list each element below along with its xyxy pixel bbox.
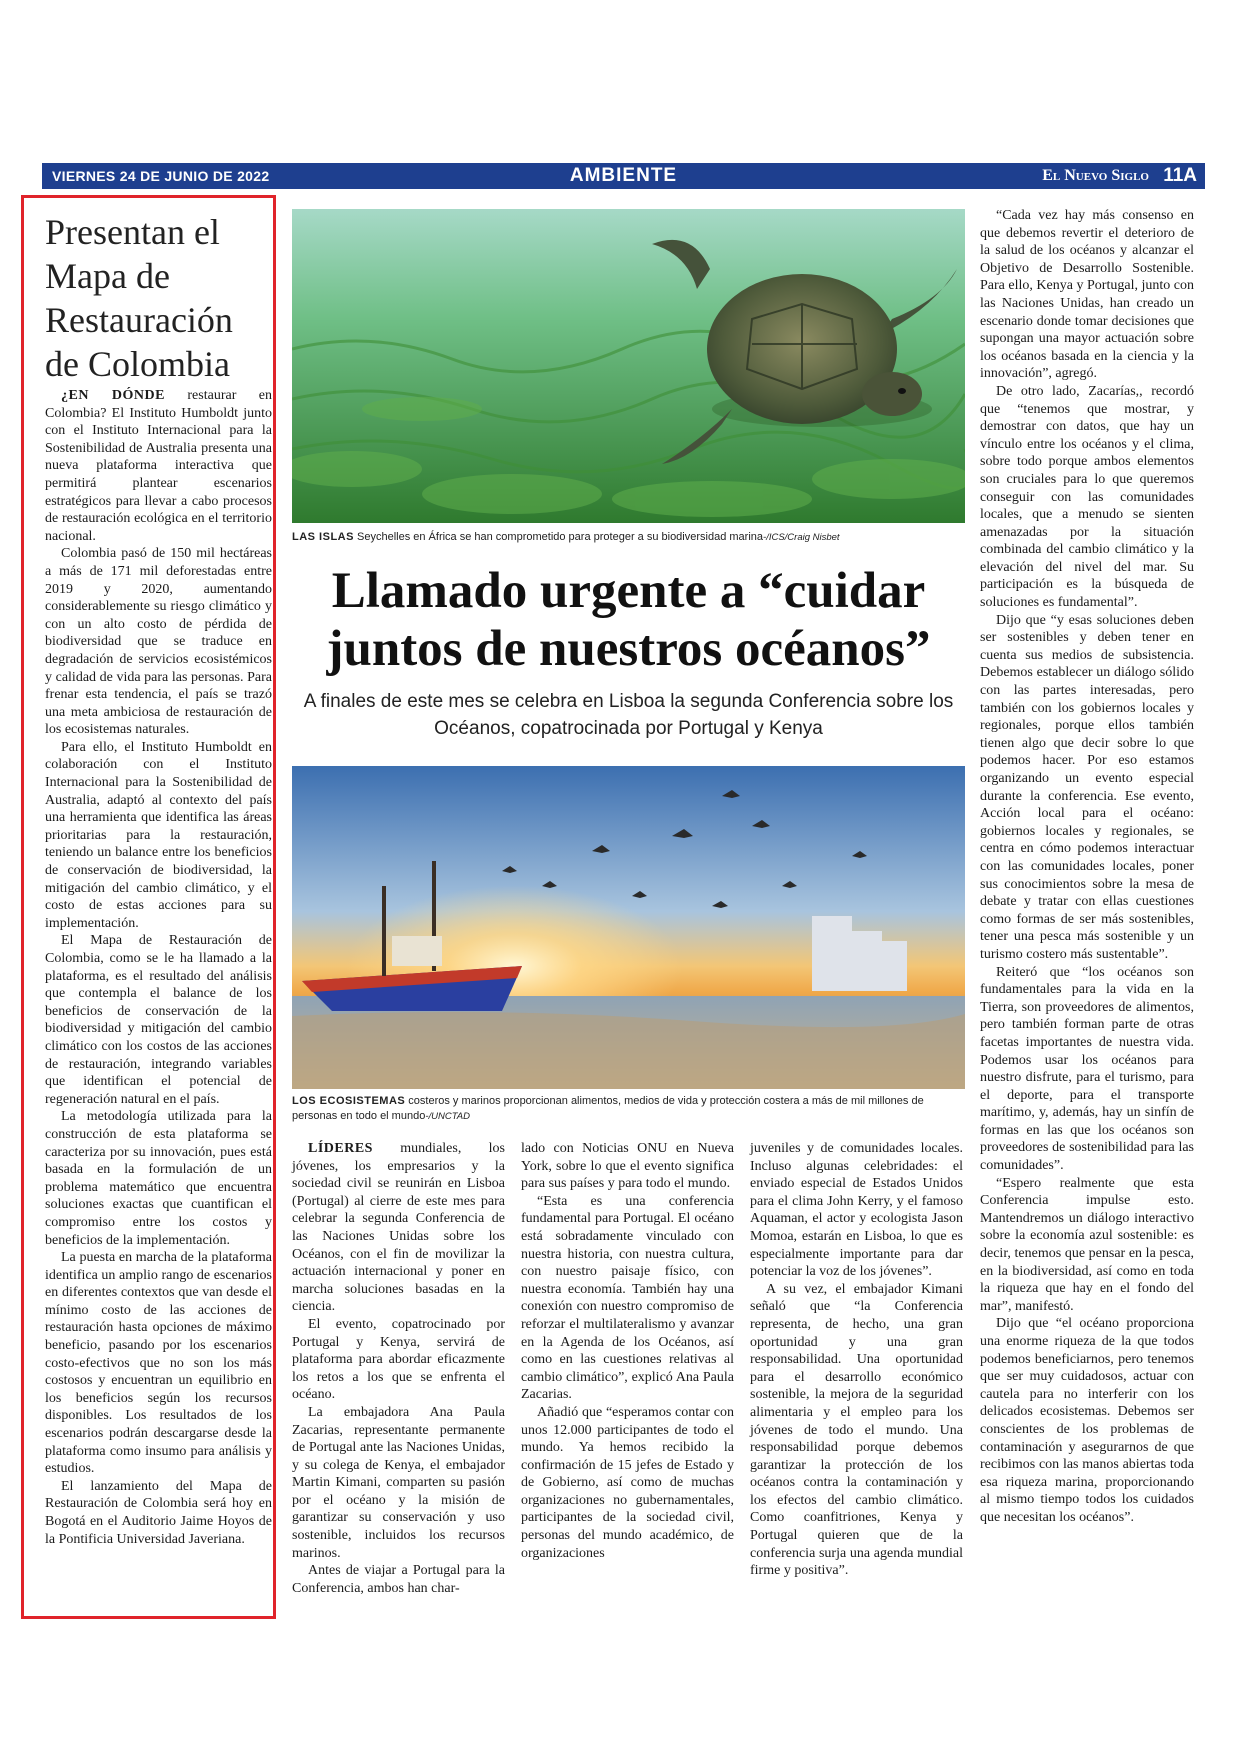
sidebar-paragraph: Colombia pasó de 150 mil hectáreas a más de 171 mil deforestadas entre 2019 y 2020, aumentando considerablemente su riesgo climático y con un alto costo de pérdida de biodiversidad que se traduce en degradación de servicios ecosistémicos y calidad de vida para las personas. Para frenar esta tendencia, el país se trazó una meta ambiciosa de restauración de los ecosistemas naturales. (45, 546, 272, 738)
article-column-3 (750, 1140, 963, 1580)
sea-turtle-photo (292, 209, 965, 523)
sidebar-paragraph (45, 387, 272, 545)
sidebar-paragraph: Para ello, el Instituto Humboldt en colaboración con el Instituto Internacional para la Sostenibilidad de Australia, adaptó al contexto del país una herramienta que identifica las áreas prioritarias para la restauración, teniendo un balance entre los beneficios de conservación de biodiversidad, la mitigación del cambio climático, y el costo de estas acciones para su implementación. (45, 739, 272, 931)
caption-text: Seychelles en África se han comprometido para proteger a su biodiversidad marina (353, 531, 764, 543)
sidebar-paragraph: La puesta en marcha de la plataforma identifica un amplio rango de escenarios en diferentes contextos que van desde el mínimo costo de las acciones de restauración hasta opciones de máximo beneficio, pasando por los escenarios costo-efectivos que no son los más costosos y encuentran un equilibrio en los beneficios según los recursos disponibles. Los resultados de los escenarios podrán descargarse desde la plataforma como insumo para análisis y estudios. (45, 1250, 272, 1477)
article-paragraph: “Espero realmente que esta Conferencia impulse esto. Mantendremos un diálogo interactivo sobre la economía azul sostenible: es decir, tenemos que pensar en la pesca, en la biodiversidad, así como en toda la riqueza que hay en el fondo del mar”, manifestó. (980, 1175, 1194, 1314)
article-paragraph: juveniles y de comunidades locales. Incluso algunas celebridades: el enviado especial de Estados Unidos para el clima John Kerry, y el famoso Aquaman, el actor y ecologista Jason Momoa, estarán en Lisboa, lo que es especialmente importante para dar potenciar la voz de los jóvenes”. (750, 1141, 963, 1280)
caption-lead: LOS ECOSISTEMAS (292, 1095, 406, 1107)
article-column-2 (521, 1140, 734, 1562)
photo1-caption (292, 530, 965, 545)
sidebar-box (21, 195, 276, 1619)
article-paragraph: La embajadora Ana Paula Zacarias, representante permanente de Portugal ante las Naciones Unidas, y su colega de Kenya, el embajador Martin Kimani, comparten su pasión por el océano y la misión de garantizar su conservación y uso sostenible, incluidos los recursos marinos. (292, 1404, 505, 1561)
photo-credit: -/ICS/Craig Nisbet (763, 532, 840, 543)
article-paragraph: “Cada vez hay más consenso en que debemos revertir el deterioro de la salud de los océanos y alcanzar el Objetivo de Desarrollo Sostenible. Para ello, Kenya y Portugal, junto con las Naciones Unidas, han creado un escenario donde tomar decisiones que supongan una mayor actuación sobre los océanos basada en la ciencia y la innovación”, agregó. (980, 208, 1194, 382)
article-paragraph: A su vez, el embajador Kimani señaló que “la Conferencia representa, de hecho, una gran oportunidad y una gran responsabilidad. Una oportunidad para el desarrollo económico sostenible, la mejora de la seguridad alimentaria y el empleo para los jóvenes de todo el mundo. Una responsabilidad porque debemos garantizar la protección de los océanos contra la contaminación y los efectos del cambio climático. Como coanfitriones, Kenya y Portugal quieren que de la conferencia surja una agenda mundial firme y positiva”. (750, 1281, 963, 1579)
sidebar-paragraph: La metodología utilizada para la construcción de esta plataforma se caracteriza por su innovación, pues está basada en la formulación de un problema matemático que encuentra soluciones exactas que cuantifican el compromiso entre los costos y beneficios de la implementación. (45, 1109, 272, 1248)
photo-credit: -/UNCTAD (425, 1111, 471, 1122)
article-headline: Llamado urgente a “cuidar juntos de nuestros océanos” (326, 563, 931, 677)
boats-sunset-photo (292, 766, 965, 1089)
caption-text: costeros y marinos proporcionan alimentos, medios de vida y protección costera a más de mil millones de personas en todo el mundo (292, 1095, 924, 1122)
article-paragraph (292, 1140, 505, 1316)
caption-lead: LAS ISLAS (292, 531, 354, 543)
article-paragraph: De otro lado, Zacarías,, recordó que “tenemos que mostrar, y demostrar con datos, que hay un vínculo entre los océanos y el clima, sobre todo porque ambos elementos son cruciales para lo que queremos conseguir con las comunidades locales, que a menudo se sienten amenazadas por la situación combinada del cambio climático y la elevación del nivel del mar. Su participación es la búsqueda de soluciones es fundamental”. (980, 383, 1194, 611)
article-paragraph: lado con Noticias ONU en Nueva York, sobre lo que el evento significa para sus países y para todo el mundo. (521, 1141, 734, 1192)
article-paragraph: El evento, copatrocinado por Portugal y Kenya, servirá de plataforma para abordar eficazmente los retos a los que se enfrenta el océano. (292, 1316, 505, 1403)
article-column-1 (292, 1140, 505, 1597)
article-paragraph: Reiteró que “los océanos son fundamentales para la vida en la Tierra, son proveedores de alimentos, pero también forman parte de otras facetas importantes de nuestra vida. Podemos usar los océanos para nuestro disfrute, para el turismo, para el deporte, para el transporte marítimo, y, además, hay un sinfín de formas en las que los océanos son proveedores de sostenibilidad para las comunidades”. (980, 964, 1194, 1174)
sidebar-paragraph: El Mapa de Restauración de Colombia, como se le ha llamado a la plataforma, es el resultado del análisis que contempla el balance de los beneficios de conservación de la biodiversidad y mitigación del cambio climático con los costos de las acciones de restauración, integrando variables que identifican el potencial de regeneración natural en el país. (45, 933, 272, 1107)
article-lead: LÍDERES (308, 1141, 373, 1156)
photo2-caption (292, 1094, 965, 1124)
sidebar-body (45, 387, 272, 1548)
sidebar-paragraph: El lanzamiento del Mapa de Restauración de Colombia será hoy en Bogotá en el Auditorio Jaime Hoyos de la Pontificia Universidad Javeriana. (45, 1478, 272, 1547)
issue-date: VIERNES 24 DE JUNIO DE 2022 (52, 168, 270, 184)
article-paragraph: Añadió que “esperamos contar con unos 12.000 participantes de todo el mundo. Ya hemos recibido la confirmación de 15 jefes de Estado y de Gobierno, así como de muchas organizaciones no gubernamentales, participantes de la sociedad civil, personas del mundo académico, de organizaciones (521, 1404, 734, 1561)
newspaper-name: El Nuevo Siglo (1042, 167, 1149, 184)
article-paragraph: “Esta es una conferencia fundamental para Portugal. El océano está sobradamente vinculado con nuestra historia, con nuestra cultura, con nuestro paisaje físico, con nuestra economía. También hay una conexión con nuestro compromiso de reforzar el multilateralismo y avanzar en la Agenda de los Océanos, así como en las cuestiones relativas al cambio climático”, explicó Ana Paula Zacarias. (521, 1193, 734, 1403)
article-column-4 (980, 207, 1194, 1527)
sidebar-text: restaurar en Colombia? El Instituto Humboldt junto con el Instituto Internacional para la Sostenibilidad de Australia presenta una nueva plataforma interactiva que permitirá plantear escenarios estratégicos para llevar a cabo procesos de restauración ecológica en el territorio nacional. (45, 388, 272, 544)
section-name: AMBIENTE (569, 165, 678, 186)
article-paragraph: Antes de viajar a Portugal para la Conferencia, ambos han char- (292, 1563, 505, 1596)
article-text: mundiales, los jóvenes, los empresarios y la sociedad civil se reunirán en Lisboa (Portugal) al cierre de este mes para celebrar la segunda Conferencia de las Naciones Unidas sobre los Océanos, con el fin de movilizar la actuación internacional y poner en marcha soluciones basadas en la ciencia. (292, 1141, 505, 1315)
page-number: 11A (1163, 165, 1197, 186)
sidebar-title: Presentan el Mapa de Restauración de Colombia (45, 212, 233, 384)
sidebar-lead: ¿EN DÓNDE (61, 388, 165, 403)
article-paragraph: Dijo que “el océano proporciona una enorme riqueza de la que todos podemos beneficiarnos, pero tenemos que ser muy cuidadosos, actuar con cautela para no interferir con los delicados ecosistemas. Debemos ser conscientes de los problemas de contaminación y asegurarnos de que recibimos con las manos abiertas toda esa riqueza marina, proporcionando al mismo tiempo todos los cuidados que necesitan los océanos”. (980, 1316, 1194, 1525)
article-paragraph: Dijo que “y esas soluciones deben ser sostenibles y deben tener en cuenta sus medios de subsistencia. Debemos establecer un diálogo sólido con las partes interesadas, pero también con los gobiernos locales y regionales, porque ellos también tienen algo que decir sobre lo que podemos hacer. Por eso estamos organizando un evento especial durante la conferencia. Ese evento, Acción local para el océano: gobiernos locales y regionales, se centra en cómo podemos interactuar con las comunidades locales, poner sus conocimientos sobre la mesa de debate y tratar con ellas cuestiones como formas de ser más sostenibles, tener una pesca más sostenible y un turismo costero más sustentable”. (980, 612, 1194, 962)
article-deck: A finales de este mes se celebra en Lisboa la segunda Conferencia sobre los Océanos, copatrocinada por Portugal y Kenya (303, 691, 954, 739)
section-header-bar (42, 163, 1205, 189)
